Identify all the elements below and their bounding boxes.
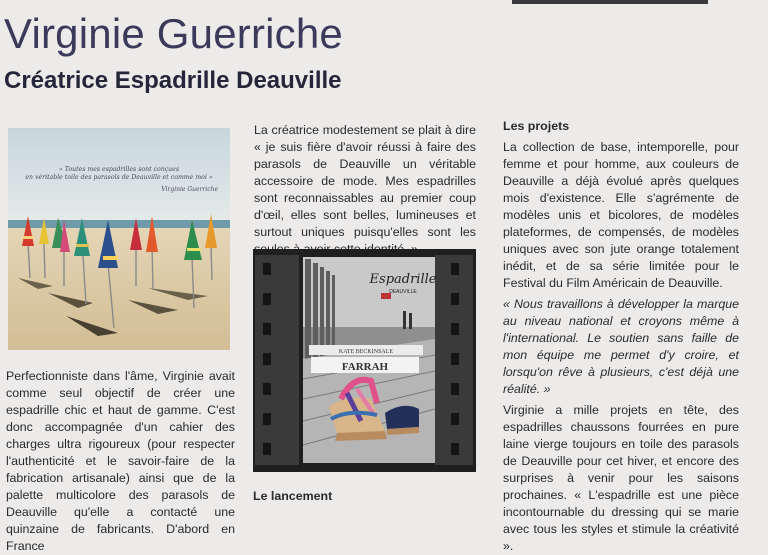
poster-cabin-name: KATE BECKINSALE (338, 349, 394, 355)
projects-paragraph-1: La collection de base, intemporelle, pour femme et pour homme, aux couleurs de Deauville a déjà évolué après quelques mois d'existence. Elle s'agrémente de modèles unis et bicolores, de modèles plateformes, de compensés, de modèles uniques avec son jute orange totalement inédit, et de sa série limitée pour le Festival du Film Américain de Deauville. (503, 140, 739, 290)
poster-brand-sub: DEAUVILLE (389, 289, 417, 295)
page-title: Virginie Guerriche (4, 10, 343, 57)
beach-parasols-photo (8, 128, 230, 350)
espadrille-poster (253, 249, 476, 472)
page-subtitle: Créatrice Espadrille Deauville (4, 67, 342, 94)
column-2-paragraph: La créatrice modestement se plait à dire « je suis fière d'avoir réussi à faire des parasols de Deauville un véritable accessoire de mode. Mes espadrilles sont reconnaissables au premier coup d'œil, elles sont belles, lumineuses et surtout uniques puisqu'elles sont les (254, 123, 476, 239)
column-2 (254, 122, 476, 258)
poster-brand: Espadrille (369, 272, 437, 287)
top-bar (512, 0, 708, 4)
projects-quote: « Nous travaillons à développer la marque au niveau national et croyons même à l'international. Le soutien sans faille de mon équipe me permet d'y croire, et lorsqu'on rêve à plusieurs, c'est déjà une réalité. » (503, 297, 739, 396)
poster-model-name: FARRAH (341, 361, 389, 373)
photo-quote-line-2: en véritable toile des parasols de Deauville et comme moi » (25, 174, 213, 181)
photo-signature: Virginie Guerriche (161, 186, 218, 193)
projects-heading: Les projets (503, 119, 570, 133)
column-3 (503, 118, 739, 555)
projects-paragraph-2: Virginie a mille projets en tête, des espadrilles chaussons fourrées en pure laine vierge toujours en toile des parasols de Deauville pour cet hiver, et encore des surprises à venir pour les saisons prochaines. « L'espadrille est une pièce incontournable du dressing qui se marie avec tous les styles et stimule la créativité ». (503, 403, 739, 553)
launch-heading: Le lancement (253, 489, 333, 503)
column-1-paragraph: Perfectionniste dans l'âme, Virginie avait comme seul objectif de créer une espadrille chic et haut de gamme. C'est donc accompagnée d'un cahier des charges ultra rigoureux (pour respecter l'authenticité et le savoir-faire de la fabrication artisanale) ainsi que de la palette multicolore des parasols de Deauville qu'elle a contacté une quinzaine de fabricants. D'abord en France (6, 369, 235, 553)
column-1 (6, 368, 235, 555)
photo-quote-line-1: « Toutes mes espadrilles sont conçues (58, 166, 180, 173)
